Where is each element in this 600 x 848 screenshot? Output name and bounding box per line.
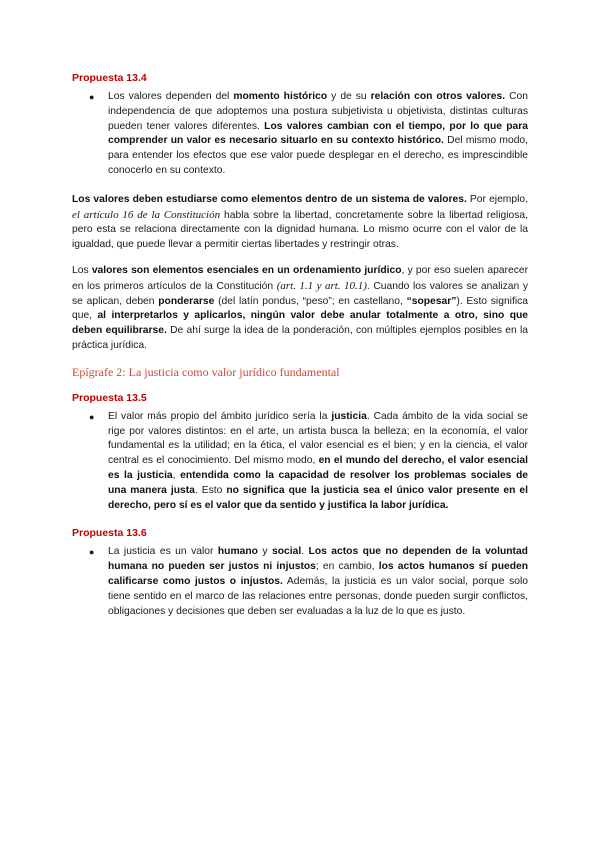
italic-run: el artículo 16 de la Constitución	[72, 208, 221, 221]
bold-run: valores son elementos esenciales en un ordenamiento jurídico	[91, 264, 402, 276]
bold-run: Los valores deben estudiarse como elementos dentro de un sistema de valores.	[72, 193, 467, 205]
bullet-item-13-6	[72, 545, 528, 619]
bold-run: “sopesar”	[406, 295, 457, 307]
bold-run: los actos humanos sí pueden calificarse como justos o injustos.	[108, 561, 529, 587]
text-run: .	[301, 546, 309, 558]
italic-run: (art. 1.1 y art. 10.1)	[276, 279, 367, 292]
text-run: y de su	[327, 91, 371, 102]
bullet-item-13-4	[72, 90, 528, 179]
bullet-text	[108, 410, 528, 514]
section-title-epigrafe-2: Epígrafe 2: La justicia como valor jurídico fundamental	[72, 364, 340, 379]
document-body	[72, 71, 528, 619]
bullet-item-13-5	[72, 410, 528, 514]
text-run: ; en cambio,	[315, 561, 379, 573]
heading-propuesta-13-5: Propuesta 13.5	[72, 391, 147, 404]
text-run: y	[257, 546, 272, 558]
bold-run: humano	[217, 546, 258, 558]
text-run: Con independencia de que adoptemos una postura subjetivista u objetivista, distintas culturas pueden tener valores diferentes.	[108, 91, 528, 132]
bold-run: social	[272, 546, 302, 558]
text-run: ). Esto significa que,	[72, 295, 528, 322]
paragraph-sistema-valores	[72, 193, 528, 253]
text-run: ,	[172, 469, 181, 481]
text-run: Además, la justicia es un valor social, porque solo tiene sentido en el marco de las relaciones entre personas, donde pueden surgir conflictos, obligaciones y decisiones que deben ser evaluadas a la luz de lo que es justo.	[108, 575, 528, 617]
text-run: El valor más propio del ámbito jurídico sería la	[108, 410, 332, 422]
bullet-dot-icon: ●	[89, 411, 95, 422]
text-run: (del latín pondus, “peso”; en castellano,	[214, 295, 407, 307]
text-run: , y por eso suelen aparecer en los primeros artículos de la Constitución	[72, 264, 528, 292]
text-run: Por ejemplo,	[466, 193, 528, 205]
bold-run: ponderarse	[158, 295, 215, 307]
heading-propuesta-13-4: Propuesta 13.4	[72, 72, 147, 84]
bold-run: Los valores cambian con el tiempo, por lo que para comprender un valor es necesario situarlo en su contexto histórico.	[108, 120, 528, 147]
text-run: Los	[72, 264, 92, 276]
bold-run: no significa que la justicia sea el único valor presente en el derecho, pero sí es el valor que da sentido y justifica la labor jurídica.	[108, 484, 529, 511]
bold-run: Los actos que no dependen de la voluntad humana no pueden ser justos ni injustos	[108, 546, 528, 573]
bold-run: entendida como la capacidad de resolver los problemas sociales de una manera justa	[108, 469, 528, 496]
bullet-dot-icon: ●	[89, 547, 95, 558]
bullet-text	[108, 90, 528, 179]
text-run: . Cada ámbito de la vida social se rige por valores distintos: en el arte, un artista busca la belleza; en la economía, el valor fundamental es la utilidad; en la ética, el valor esencial es el bien; y en la ciencia, el valor central es el conocimiento. Del mismo modo,	[108, 410, 528, 467]
text-run: . Cuando los valores se analizan y se aplican, deben	[72, 280, 528, 307]
text-run: Del mismo modo, para entender los efectos que ese valor puede desplegar en el derecho, es imprescindible conocerlo en su contexto.	[108, 135, 529, 176]
bullet-dot-icon: ●	[89, 92, 95, 102]
text-run: habla sobre la libertad, concretamente sobre la libertad religiosa, pero esta se relaciona directamente con la dignidad humana. Lo mismo ocurre con el valor de la igualdad, que puede llevar a permitir ciertas libertades y restringir otras.	[72, 209, 528, 251]
bold-run: momento histórico	[233, 91, 328, 102]
bullet-text	[108, 545, 528, 619]
text-run: De ahí surge la idea de la ponderación, con múltiples ejemplos posibles en la práctica jurídica.	[72, 325, 528, 351]
text-run: La justicia es un valor	[108, 546, 218, 558]
bold-run: relación con otros valores.	[370, 91, 506, 102]
heading-propuesta-13-6: Propuesta 13.6	[72, 527, 147, 540]
text-run: Los valores dependen del	[108, 91, 234, 102]
paragraph-ponderacion	[72, 264, 528, 354]
bold-run: justicia	[331, 410, 367, 422]
bold-run: en el mundo del derecho, el valor esencial es la justicia	[108, 455, 528, 481]
bold-run: al interpretarlos y aplicarlos, ningún valor debe anular totalmente a otro, sino que deben equilibrarse.	[72, 310, 528, 337]
text-run: . Esto	[194, 484, 227, 496]
